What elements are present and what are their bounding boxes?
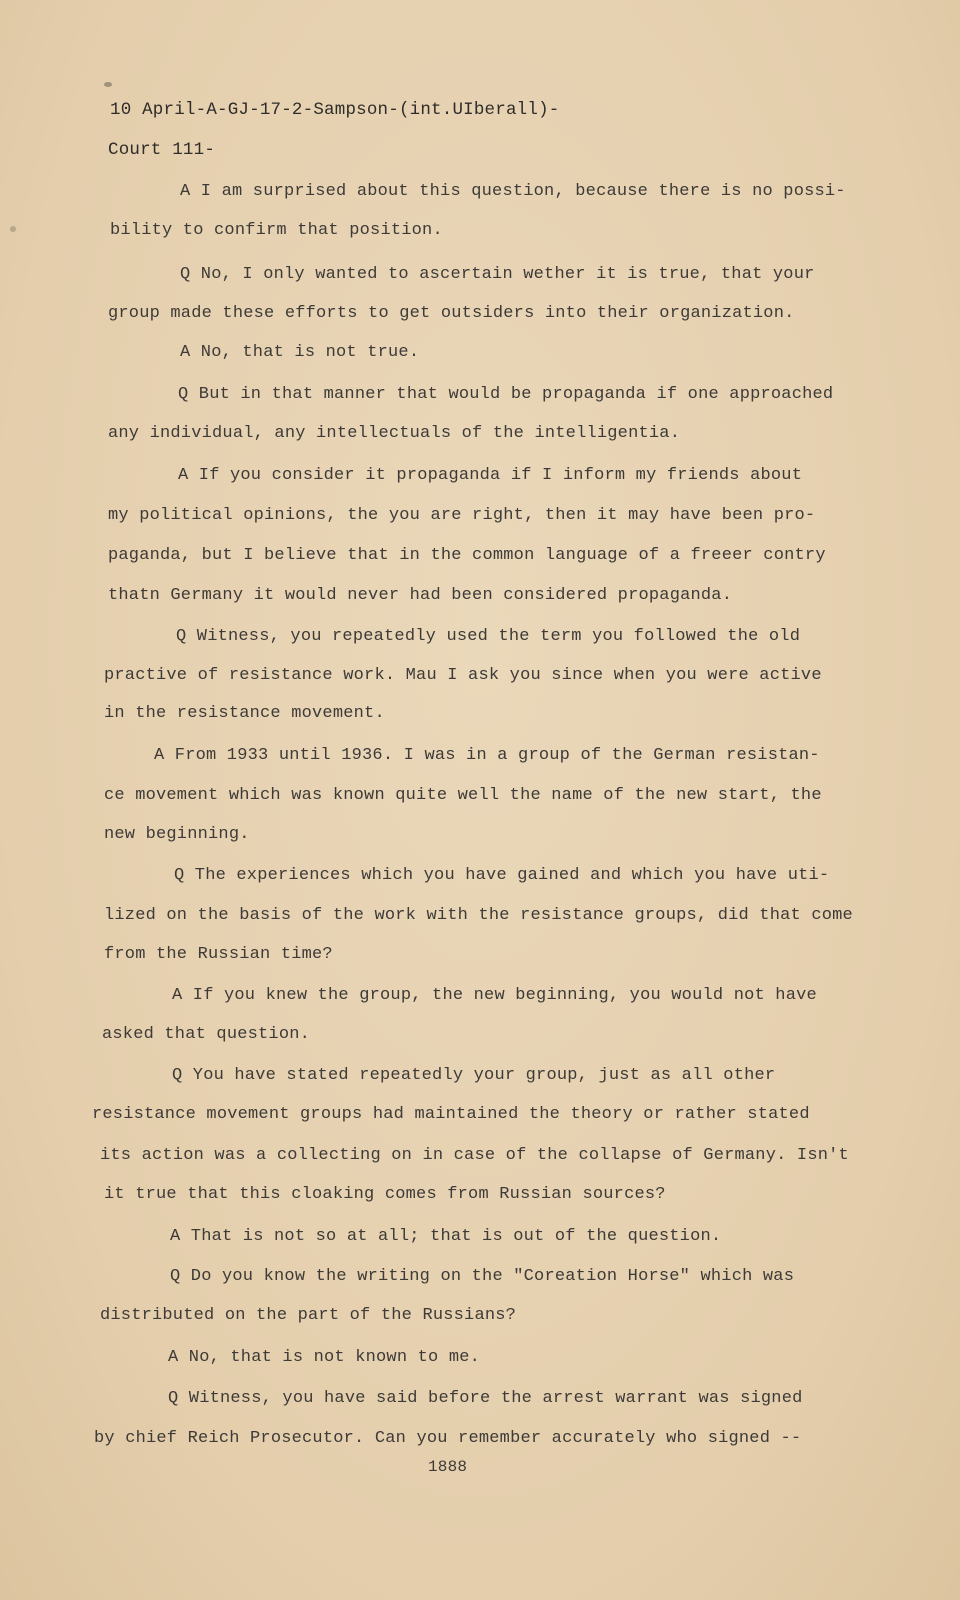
- transcript-line: A I am surprised about this question, because there is no possi-: [180, 182, 846, 201]
- transcript-line: A That is not so at all; that is out of the question.: [170, 1227, 722, 1246]
- ink-mark: [10, 226, 16, 232]
- transcript-line: in the resistance movement.: [104, 704, 385, 723]
- transcript-line: asked that question.: [102, 1025, 311, 1044]
- transcript-line: lized on the basis of the work with the resistance groups, did that come: [104, 906, 853, 925]
- transcript-line: distributed on the part of the Russians?: [100, 1306, 517, 1325]
- transcript-line: Q Do you know the writing on the "Coreation Horse" which was: [170, 1267, 795, 1286]
- transcript-line: it true that this cloaking comes from Russian sources?: [104, 1185, 666, 1204]
- transcript-line: bility to confirm that position.: [110, 221, 443, 240]
- transcript-line: practive of resistance work. Mau I ask you since when you were active: [104, 666, 822, 685]
- transcript-line: ce movement which was known quite well the name of the new start, the: [104, 786, 822, 805]
- ink-mark: [104, 82, 112, 87]
- transcript-line: Q Witness, you repeatedly used the term you followed the old: [176, 627, 801, 646]
- transcript-line: Q The experiences which you have gained and which you have uti-: [174, 866, 830, 885]
- transcript-line: resistance movement groups had maintained the theory or rather stated: [92, 1105, 810, 1124]
- transcript-line: A From 1933 until 1936. I was in a group of the German resistan-: [154, 746, 820, 765]
- transcript-line: group made these efforts to get outsiders into their organization.: [108, 304, 795, 323]
- transcript-line: any individual, any intellectuals of the intelligentia.: [108, 424, 681, 443]
- transcript-line: by chief Reich Prosecutor. Can you remember accurately who signed --: [94, 1429, 802, 1448]
- transcript-line: A No, that is not known to me.: [168, 1348, 481, 1367]
- transcript-line: Q No, I only wanted to ascertain wether it is true, that your: [180, 265, 815, 284]
- document-header: 10 April-A-GJ-17-2-Sampson-(int.UIberall)-: [110, 100, 560, 120]
- transcript-line: A If you consider it propaganda if I inform my friends about: [178, 466, 803, 485]
- transcript-line: from the Russian time?: [104, 945, 333, 964]
- transcript-line: paganda, but I believe that in the common language of a freeer contry: [108, 546, 826, 565]
- transcript-line: Q Witness, you have said before the arrest warrant was signed: [168, 1389, 803, 1408]
- page-number: 1888: [428, 1458, 468, 1476]
- transcript-line: Q You have stated repeatedly your group, just as all other: [172, 1066, 776, 1085]
- transcript-line: thatn Germany it would never had been considered propaganda.: [108, 586, 733, 605]
- transcript-line: Q But in that manner that would be propaganda if one approached: [178, 385, 834, 404]
- transcript-line: A No, that is not true.: [180, 343, 420, 362]
- transcript-line: A If you knew the group, the new beginning, you would not have: [172, 986, 817, 1005]
- transcript-line: its action was a collecting on in case of the collapse of Germany. Isn't: [100, 1146, 849, 1165]
- transcript-line: my political opinions, the you are right, then it may have been pro-: [108, 506, 816, 525]
- transcript-line: new beginning.: [104, 825, 250, 844]
- court-line: Court 111-: [108, 140, 216, 160]
